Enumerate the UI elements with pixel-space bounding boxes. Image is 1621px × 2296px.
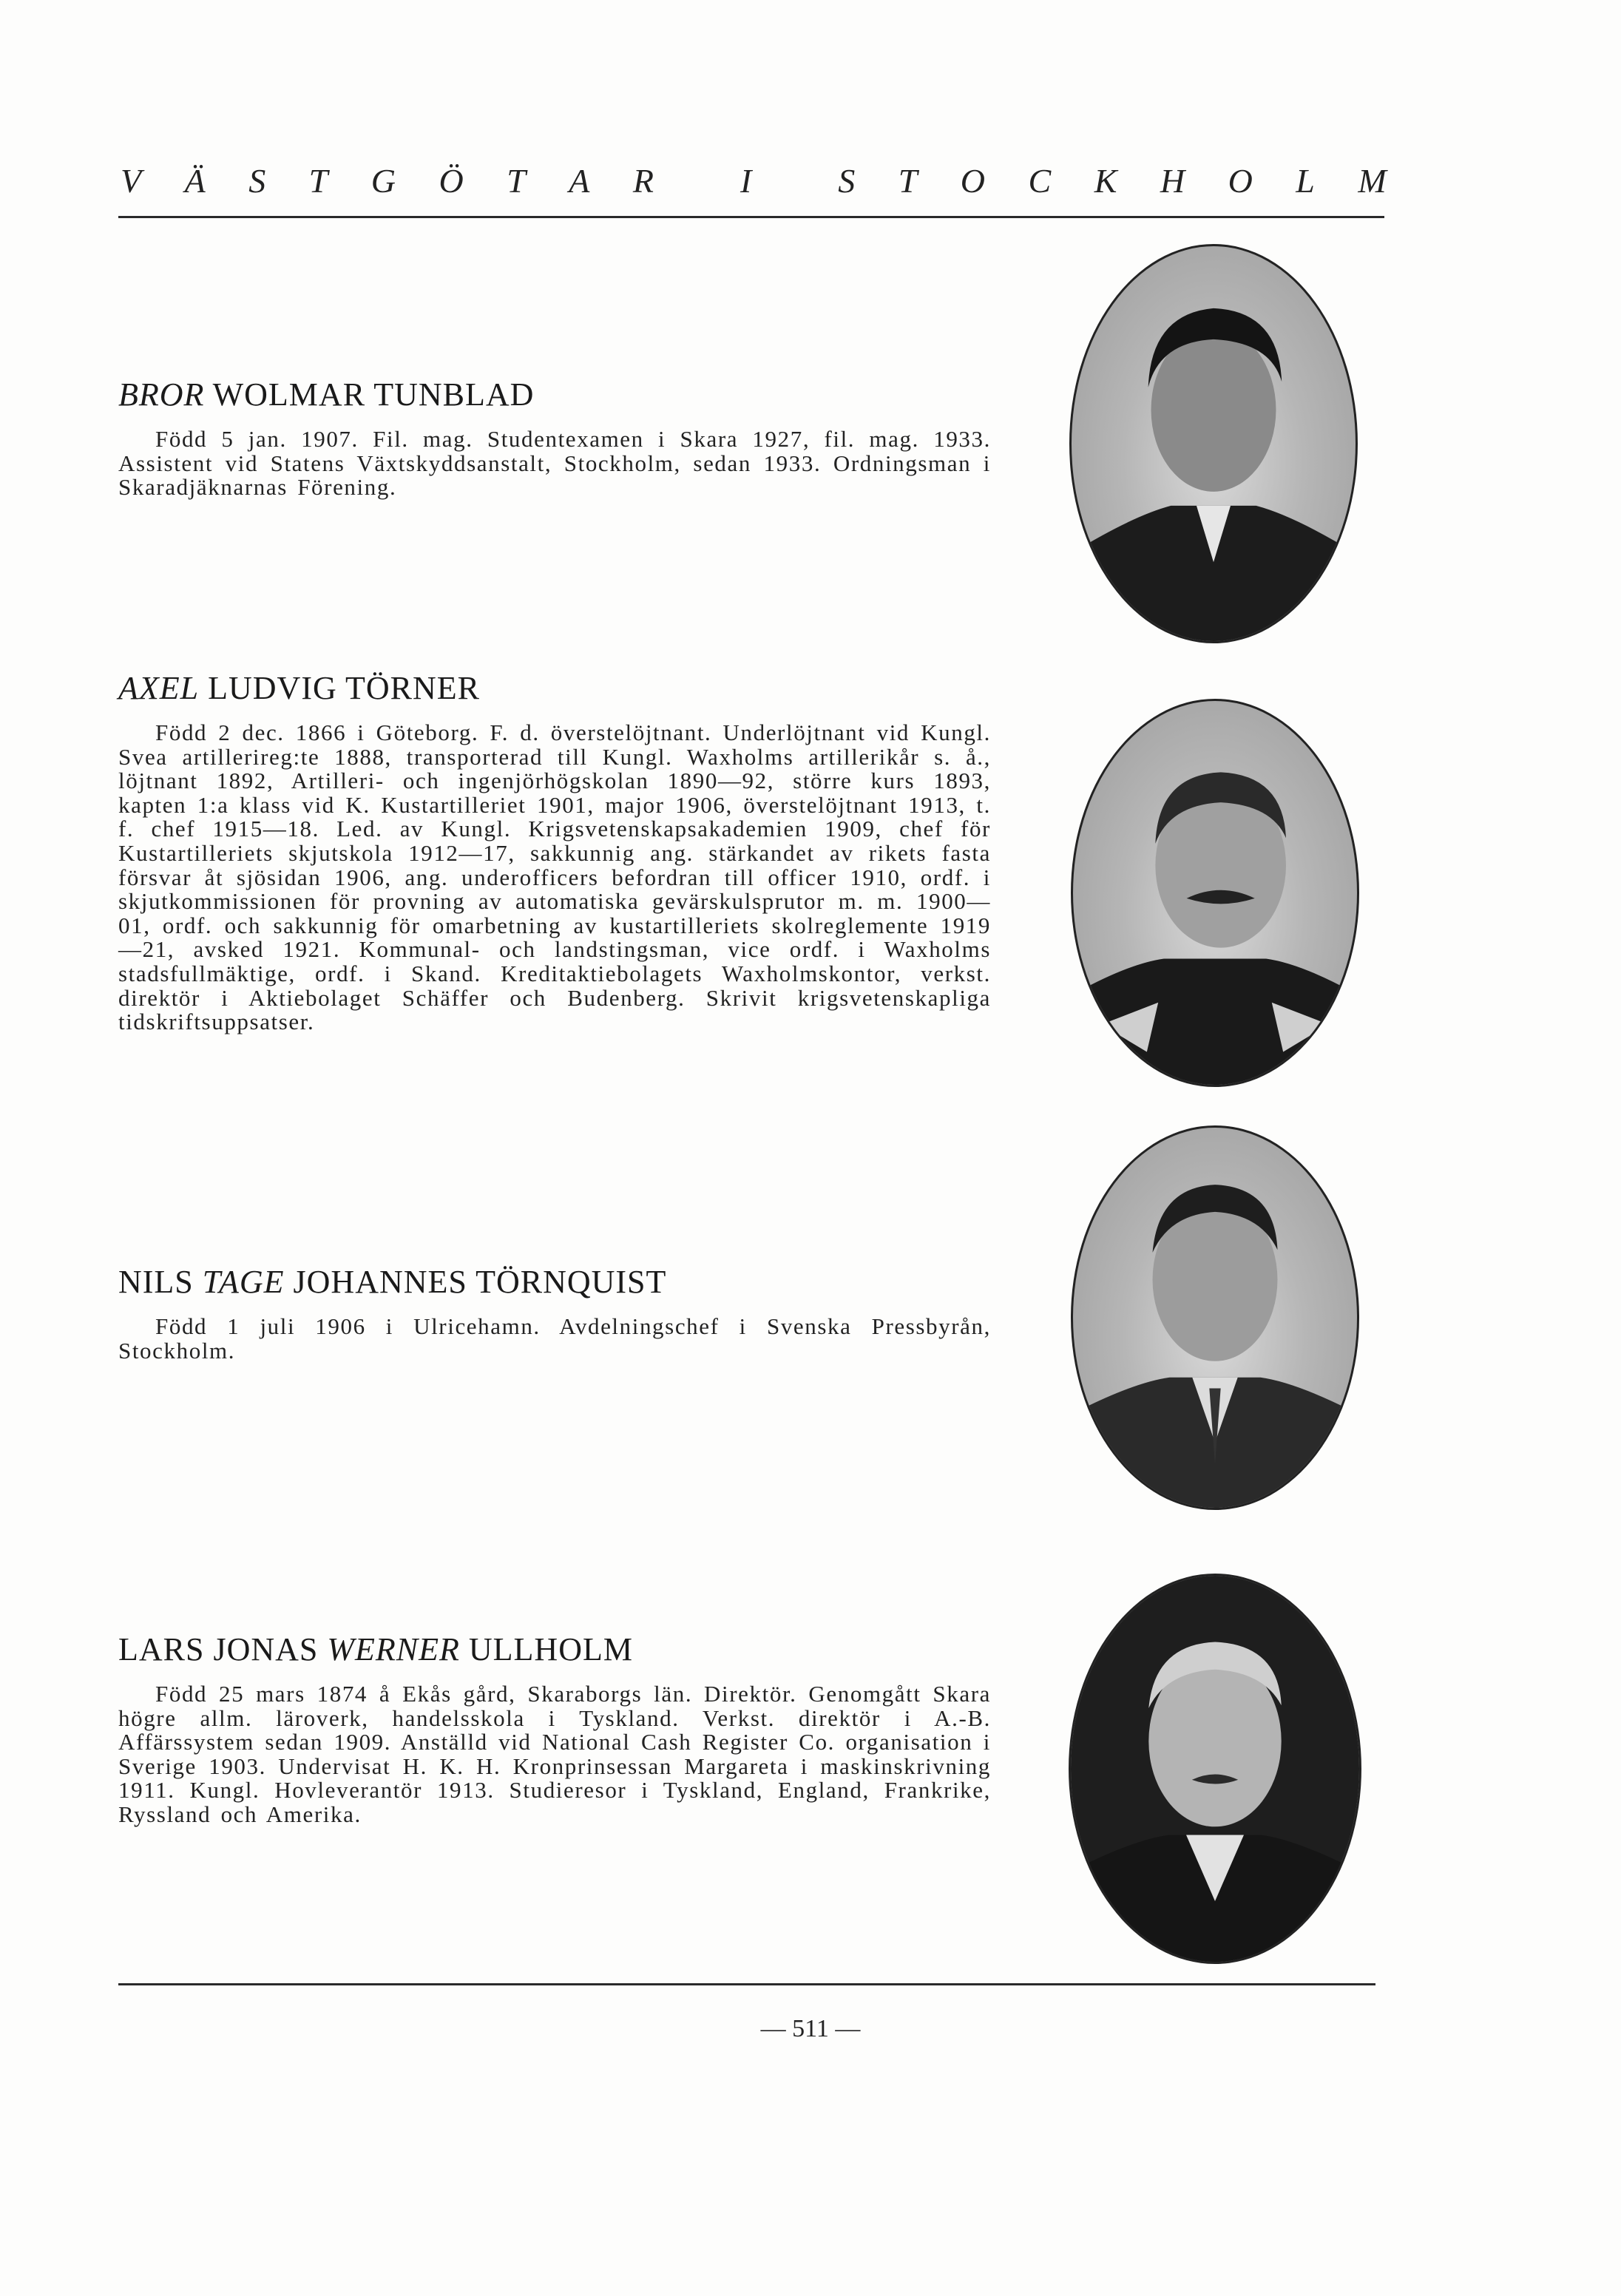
biography-entry-tornquist [118,1263,991,1363]
running-head-letter: A [569,162,590,200]
running-head-letter: O [1228,162,1253,200]
entry-bio: Född 2 dec. 1866 i Göteborg. F. d. överstelöjtnant. Underlöjtnant vid Kungl. Svea artillerireg:te 1888, transporterad till Kungl. Waxholms artillerikår s. å., löjtnant 1892, Artilleri- och ingenjörhögskolan 1890—92, större kurs 1893, kapten 1:a klass vid K. Kustartilleriet 1901, major 1906, överstelöjtnant 1913, t. f. chef 1915—18. Led. av Kungl. Krigsvetenskapsakademien 1909, chef för Kustartilleriets skjutskola 1912—17, sakkunnig ang. stärkandet av rikets fasta försvar åt sjösidan 1906, ang. underofficers befordran till officer 1910, ordf. i skjutkommissionen för provning av automatiska gevärskulsprutor m. m. 1900—01, ordf. och sakkunnig för omarbetning av kustartilleriets skolreglemente 1919—21, avsked 1921. Kommunal- och landstingsman, vice ordf. i Waxholms stadsfullmäktige, ordf. i Skand. Kreditaktiebolagets Waxholmskontor, verkst. direktör i Aktiebolaget Schäffer och Budenberg. Skrivit krigsvetenskapliga tidskriftsuppsatser. [118,719,991,1035]
entry-given-name: WERNER [327,1631,460,1667]
running-head-letter: V [121,162,142,200]
biography-entry-ullholm [118,1630,991,1827]
entry-name [118,669,991,708]
portrait-photo [1071,699,1359,1087]
entry-name-rest: ULLHOLM [459,1631,633,1667]
running-head-letter: M [1358,162,1387,200]
running-head-letter: L [1296,162,1315,200]
page-number: — 511 — [760,2015,861,2042]
portrait-photo [1069,244,1358,643]
header-rule [118,216,1384,218]
running-head-letter: Ä [184,162,206,200]
biography-entry-tunblad [118,376,991,500]
entry-name [118,1630,991,1669]
entry-given-name: TAGE [202,1264,285,1300]
portrait-silhouette [1072,246,1356,641]
running-head-letter: O [960,162,986,200]
entry-name-rest: LUDVIG TÖRNER [199,670,480,706]
entry-name [118,1263,991,1301]
running-head-letter: T [507,162,526,200]
running-head-letter: C [1028,162,1052,200]
entry-name-prefix: NILS [118,1264,203,1300]
running-head-letter: Ö [439,162,464,200]
running-head-letter: T [898,162,918,200]
entry-name-rest: JOHANNES TÖRNQUIST [284,1264,667,1300]
biography-entry-torner [118,669,991,1034]
footer-rule [118,1983,1375,1985]
entry-bio: Född 5 jan. 1907. Fil. mag. Studentexamen i Skara 1927, fil. mag. 1933. Assistent vid Statens Växtskyddsanstalt, Stockholm, sedan 1933. Ordningsman i Skaradjäknarnas Förening. [118,426,991,501]
entry-name-prefix: LARS JONAS [118,1631,328,1667]
entry-bio: Född 25 mars 1874 å Ekås gård, Skaraborgs län. Direktör. Genomgått Skara högre allm. läroverk, handelsskola i Tyskland. Verkst. direktör i A.-B. Affärssystem sedan 1909. Anställd vid National Cash Register Co. organisation i Sverige 1903. Undervisat H. K. H. Kronprinsessan Margareta i maskinskrivning 1911. Kungl. Hovleverantör 1913. Studieresor i Tyskland, England, Frankrike, Ryssland och Amerika. [118,1681,991,1827]
portrait-photo [1069,1574,1361,1964]
entry-name [118,376,991,414]
entry-given-name: BROR [118,376,205,413]
entry-given-name: AXEL [118,670,200,706]
running-head-letter: H [1160,162,1185,200]
running-head-letter: T [308,162,328,200]
running-head-letter: G [370,162,396,200]
running-head-letter: K [1094,162,1117,200]
running-head-letter: R [632,162,654,200]
portrait-photo [1071,1125,1359,1510]
entry-bio: Född 1 juli 1906 i Ulricehamn. Avdelningschef i Svenska Pressbyrån, Stockholm. [118,1313,991,1364]
running-head-letter: S [248,162,266,200]
running-head-letter: S [838,162,856,200]
portrait-silhouette [1073,1128,1357,1508]
running-head-letter: I [740,162,752,200]
portrait-silhouette [1071,1576,1359,1962]
portrait-silhouette [1073,701,1357,1085]
entry-name-rest: WOLMAR TUNBLAD [204,376,535,413]
running-head [121,161,1387,200]
